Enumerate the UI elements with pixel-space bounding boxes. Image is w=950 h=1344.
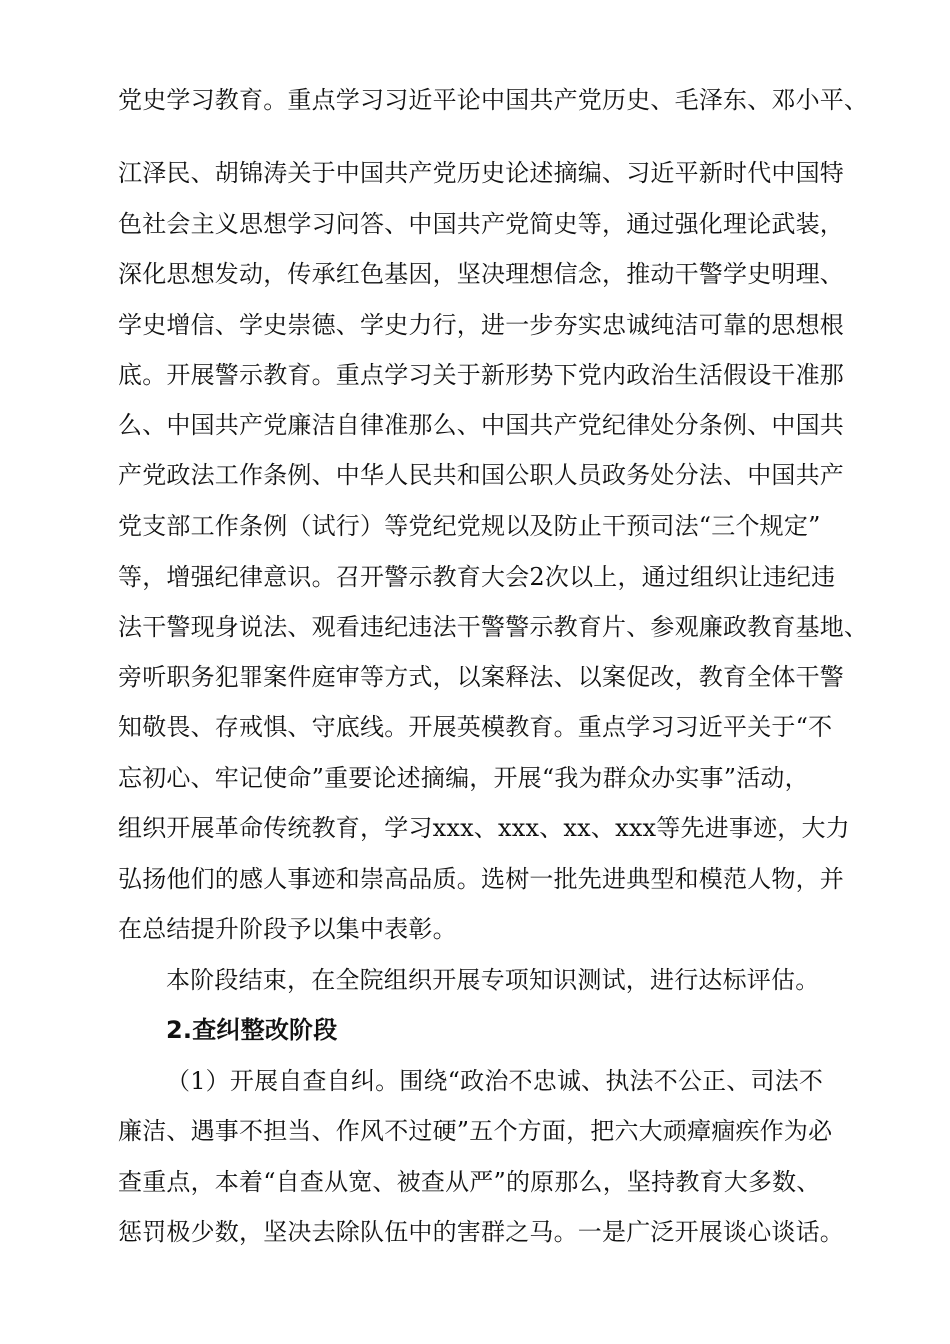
paragraph-line: 党支部工作条例（试行）等党纪党规以及防止干预司法“三个规定” bbox=[118, 512, 821, 540]
paragraph-line: 学史增信、学史崇德、学史力行，进一步夯实忠诚纯洁可靠的思想根 bbox=[118, 311, 844, 339]
paragraph-line: 深化思想发动，传承红色基因，坚决理想信念，推动干警学史明理、 bbox=[118, 260, 844, 288]
paragraph-line: 查重点，本着“自查从宽、被查从严”的原那么，坚持教育大多数、 bbox=[118, 1168, 821, 1196]
paragraph-line: 惩罚极少数，坚决去除队伍中的害群之马。一是广泛开展谈心谈话。 bbox=[118, 1218, 844, 1246]
paragraph-line: 弘扬他们的感人事迹和崇高品质。选树一批先进典型和模范人物，并 bbox=[118, 865, 844, 893]
paragraph-line: （1）开展自查自纠。围绕“政治不忠诚、执法不公正、司法不 bbox=[166, 1067, 824, 1095]
paragraph-line: 忘初心、牢记使命”重要论述摘编，开展“我为群众办实事”活动， bbox=[118, 764, 809, 792]
paragraph-line: 在总结提升阶段予以集中表彰。 bbox=[118, 915, 457, 943]
paragraph-line: 么、中国共产党廉洁自律准那么、中国共产党纪律处分条例、中国共 bbox=[118, 411, 844, 439]
paragraph-line: 底。开展警示教育。重点学习关于新形势下党内政治生活假设干准那 bbox=[118, 361, 844, 389]
paragraph-line: 法干警现身说法、观看违纪违法干警警示教育片、参观廉政教育基地、 bbox=[118, 613, 869, 641]
section-heading: 2.查纠整改阶段 bbox=[166, 1016, 338, 1044]
paragraph-line: 廉洁、遇事不担当、作风不过硬”五个方面，把六大顽瘴痼疾作为必 bbox=[118, 1117, 833, 1145]
paragraph-line: 等，增强纪律意识。召开警示教育大会2次以上，通过组织让违纪违 bbox=[118, 563, 836, 591]
paragraph-line: 江泽民、胡锦涛关于中国共产党历史论述摘编、习近平新时代中国特 bbox=[118, 159, 844, 187]
paragraph-line: 旁听职务犯罪案件庭审等方式，以案释法、以案促改，教育全体干警 bbox=[118, 663, 844, 691]
paragraph-line: 色社会主义思想学习问答、中国共产党简史等，通过强化理论武装， bbox=[118, 210, 844, 238]
paragraph-text: 本阶段结束，在全院组织开展专项知识测试，进行达标评估。 bbox=[166, 966, 820, 994]
paragraph-line: 知敬畏、存戒惧、守底线。开展英模教育。重点学习习近平关于“不 bbox=[118, 713, 833, 741]
paragraph-line: 组织开展革命传统教育，学习xxx、xxx、xx、xxx等先进事迹，大力 bbox=[118, 814, 850, 842]
paragraph-line: 党史学习教育。重点学习习近平论中国共产党历史、毛泽东、邓小平、 bbox=[118, 86, 869, 114]
paragraph-line: 产党政法工作条例、中华人民共和国公职人员政务处分法、中国共产 bbox=[118, 461, 844, 489]
